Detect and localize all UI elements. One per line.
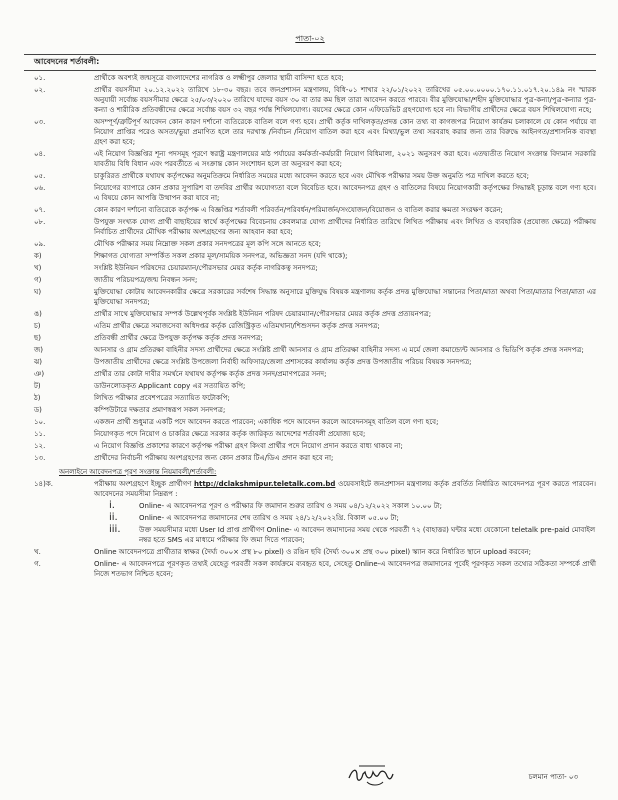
condition-number: ড) [34, 406, 42, 414]
page-footer [0, 760, 618, 790]
condition-number: ক) [34, 252, 42, 260]
condition-item [24, 149, 596, 169]
condition-item [24, 405, 596, 415]
condition-item [24, 73, 596, 83]
condition-item [24, 417, 596, 427]
online-step-number: i. [109, 500, 115, 511]
online-condition-text: Online- এ আবেদনপত্রে পূরণকৃত তথ্যই যেহেতু পরবর্তী সকল কার্যক্রমে ব্যবহৃত হবে, সেহেতু Online-এ আবেদনপত্র জমাদানের পূর্বেই পূরণকৃত সকল তথ্যের সঠিকতা সম্পর্কে প্রার্থী নিজে শতভাগ নিশ্চিত হবেন; [94, 560, 596, 578]
condition-text: প্রতিবন্ধী প্রার্থীর ক্ষেত্রে উপযুক্ত কর্তৃপক্ষ কর্তৃক প্রদত্ত সনদপত্র; [94, 334, 263, 342]
condition-item [24, 309, 596, 319]
condition-text: শিক্ষাগত যোগ্যতা সম্পর্কিত সকল প্রকার মূল/সাময়িক সনদপত্র, অভিজ্ঞতা সনদ (যদি থাকে); [94, 252, 348, 260]
condition-item [24, 171, 596, 181]
condition-item [24, 275, 596, 285]
condition-item [24, 117, 596, 147]
condition-text: ডাউনলোডকৃত Applicant copy এর সত্যায়িত কপি; [94, 382, 246, 390]
online-condition-item [24, 559, 596, 579]
condition-number: ১২. [34, 442, 46, 450]
condition-item [24, 369, 596, 379]
condition-number: ০৬. [34, 184, 46, 192]
condition-number: ঘ) [34, 288, 42, 296]
online-step-item [24, 513, 596, 523]
condition-text: উপজাতীয় প্রার্থীদের ক্ষেত্রে সংশ্লিষ্ট উপজেলা নির্বাহী অফিসার/জেলা প্রশাসকের কার্যালয় কর্তৃক প্রদত্ত উপজাতীয় পরিচয় বিষয়ক সনদপত্র; [94, 358, 472, 366]
condition-item [24, 393, 596, 403]
condition-text: প্রার্থীদের নির্বাচনী পরীক্ষায় অংশগ্রহণের জন্য কোন প্রকার টিএ/ডিএ প্রদান করা হবে না; [94, 454, 334, 462]
online-step-item [24, 501, 596, 511]
condition-number: চ) [34, 322, 41, 330]
condition-item [24, 429, 596, 439]
condition-number: ০২. [34, 86, 46, 94]
condition-text: অসম্পূর্ণ/ত্রুটিপূর্ণ আবেদন কোন কারণ দর্শানো ব্যতিরেকে বাতিল বলে গণ্য হবে। প্রার্থী কর্তৃক দাখিলকৃত/প্রদত্ত কোন তথ্য বা কাগজপত্র নিয়োগ কার্যক্রম চলাকালে যে কোন পর্যায়ে বা নিয়োগ প্রাপ্তির পরেও অসত্য/ভুয়া প্রমাণিত হলে তার দরখাস্ত /নির্বাচন /নিয়োগ বাতিল করা হবে এবং মিথ্যা/ভুল তথ্য সরবরাহ করার জন্য তার বিরুদ্ধে আইনগত/প্রশাসনিক ব্যবস্থা গ্রহণ করা হবে; [94, 118, 596, 146]
condition-number: ০৯. [34, 240, 46, 248]
online-intro-text [94, 479, 596, 499]
condition-text: আনসার ও গ্রাম প্রতিরক্ষা বাহিনীর সদস্য প্রার্থীদের ক্ষেত্রে সংশ্লিষ্ট প্রার্থী আনসার ও গ্রাম প্রতিরক্ষা বাহিনীর সদস্য এ মর্মে জেলা কমান্ড্যেন্ট আনসার ও ভিডিপি কর্তৃক প্রদত্ত সনদপত্র; [94, 346, 584, 354]
condition-number: জ) [34, 346, 43, 354]
condition-item [24, 251, 596, 261]
condition-text: এতিম প্রার্থীর ক্ষেত্রে সমাজসেবা অধিদপ্তর কর্তৃক রেজিস্ট্রিকৃত এতিমখানা/শিশুসদন কর্তৃক প্রদত্ত সনদপত্র; [94, 322, 380, 330]
condition-item [24, 205, 596, 215]
condition-text: প্রার্থীর তার কোটা দাবীর সমর্থনে যথাযথ কর্তৃপক্ষ কর্তৃক প্রদত্ত সনদ/প্রমাণপত্রের সনদ; [94, 370, 327, 378]
online-step-item [24, 525, 596, 545]
online-extra-list [24, 547, 596, 579]
condition-text: চাকুরিরত প্রার্থীকে যথাযথ কর্তৃপক্ষের অনুমতিক্রমে নির্ধারিত সময়ের মধ্যে আবেদন করতে হবে এবং মৌখিক পরীক্ষার সময় উক্ত অনুমতি পত্র দাখিল করতে হবে; [94, 172, 529, 180]
online-intro [24, 479, 596, 499]
signature-image [345, 762, 397, 788]
condition-text: উপযুক্ত সংখ্যক যোগ্য প্রার্থী বাছাইয়ের স্বার্থে কর্তৃপক্ষের বিবেচনায় কেবলমাত্র যোগ্য প্রার্থীদের নির্ধারিত তারিখে লিখিত পরীক্ষায় এবং লিখিত ও ব্যবহারিক (প্রযোজ্য ক্ষেত্রে) পরীক্ষায় নির্বাচিত প্রার্থীদের মৌখিক পরীক্ষায় অংশগ্রহণের জন্য আহবান করা হবে; [94, 218, 596, 236]
condition-text: নিয়োগকৃত পদে নিয়োগ ও চাকরির ক্ষেত্রে সরকার কর্তৃক জারিকৃত আদেশের শর্তাবলী প্রযোজ্য হবে; [94, 430, 366, 438]
conditions-list [24, 73, 596, 463]
conditions-heading: আবেদনের শর্তাবলী: [34, 57, 100, 66]
condition-number: খ) [34, 264, 42, 272]
condition-item [24, 453, 596, 463]
condition-text: কম্পিউটারে দক্ষতার প্রমাণস্বরূপ সকল সনদপত্র; [94, 406, 226, 414]
condition-item [24, 345, 596, 355]
condition-text: একজন প্রার্থী শুধুমাত্র একটি পদে আবেদন করতে পারবেন; একাধিক পদে আবেদন করলে আবেদনসমূহ বাতিল বলে গণ্য হবে; [94, 418, 439, 426]
condition-item [24, 183, 596, 203]
online-condition-number: খ. [34, 548, 41, 556]
condition-text: এই নিয়োগ বিজ্ঞপ্তির শূন্য পদসমূহ পূরণে স্বরাষ্ট্র মন্ত্রণালয়ের মাঠ পর্যায়ের কর্মকর্তা-কর্মচারী নিয়োগ বিধিমালা, ২০২১ অনুসরণ করা হবে। এতদ্ব্যতীত নিয়োগ সংক্রান্ত বিদ্যমান সরকারি যাবতীয় বিধি বিধান এবং পরবর্তীতে এ সংক্রান্ত কোন সংশোধন হলে তা অনুসরণ করা হবে; [94, 150, 596, 168]
page-number: পাতা-০২ [295, 34, 325, 43]
condition-number: ঝ) [34, 358, 43, 366]
online-heading: অনলাইনে আবেদনপত্র পূরণ সংক্রান্ত নিয়মাবলী/শর্তাবলী: [59, 468, 217, 476]
online-condition-number: গ. [34, 560, 41, 568]
condition-item [24, 239, 596, 249]
online-intro-pre: পরীক্ষায় অংশগ্রহণে ইচ্ছুক প্রার্থীগণ [94, 480, 194, 488]
condition-number: ১৩. [34, 454, 46, 462]
heading-divider [24, 70, 596, 71]
condition-number: ঠ) [34, 394, 41, 402]
condition-text: প্রার্থীর বয়সসীমা ২০.১২.২০২২ তারিখে ১৮-৩০ বছর। তবে জনপ্রশাসন মন্ত্রণালয়, বিধি-০১ শাখার ২২/০১/২০২২ তারিখের ০৫.০০.০০০০.১৭০.১১.০১৭.২০.১৪৯ নং স্মারক অনুযায়ী সর্বোচ্চ বয়সসীমার ক্ষেত্রে ২৫/০৩/২০২০ তারিখে যাদের বয়স ৩০ বা তার কম ছিল তারা আবেদন করতে পারবে। বীর মুক্তিযোদ্ধা/শহীদ মুক্তিযোদ্ধার পুত্র-কন্যা/পুত্র-কন্যার পুত্র-কন্যা ও শারীরিক প্রতিবন্ধীদের ক্ষেত্রে সর্বোচ্চ বয়স ৩২ বছর পর্যন্ত শিথিলযোগ্য। বয়সের ক্ষেত্রে কোন এফিডেভিট গ্রহণযোগ্য হবে না। বিভাগীয় প্রার্থীদের ক্ষেত্রে বয়স শিথিলযোগ্য নহে; [94, 86, 596, 114]
condition-number: ১১. [34, 430, 46, 438]
condition-item [24, 217, 596, 237]
condition-number: ০৪. [34, 150, 46, 158]
online-condition-text: Online আবেদনপত্রে প্রার্থীতার স্বাক্ষর (দৈর্ঘ্য ৩০০× প্রস্থ ৮০ pixel) ও রঙিন ছবি (দৈর্ঘ্য ৩০০× প্রস্থ ৩০০ pixel) স্ক্যান করে নির্ধারিত স্থানে upload করবেন; [94, 548, 532, 556]
condition-text: এ নিয়োগ বিজ্ঞপ্তি প্রকাশের কারণে কর্তৃপক্ষ পরীক্ষা গ্রহণ কিংবা প্রার্থীর পদে নিয়োগ প্রদান করতে বাধ্য থাকবে না; [94, 442, 403, 450]
condition-item [24, 85, 596, 115]
top-divider [24, 54, 596, 55]
condition-item [24, 287, 596, 307]
online-intro-number: ১৪)ক. [34, 480, 53, 488]
condition-text: সংশ্লিষ্ট ইউনিয়ন পরিষদের চেয়ারম্যান/পৌরসভার মেয়র কর্তৃক নাগরিকত্ব সনদপত্র; [94, 264, 318, 272]
condition-number: ছ) [34, 334, 41, 342]
condition-item [24, 263, 596, 273]
condition-text: নিয়োগের ব্যাপারে কোন প্রকার সুপারিশ বা তদবির প্রার্থীর অযোগ্যতা বলে বিবেচিত হবে। আবেদনপত্র গ্রহণ ও বাতিলের বিষয়ে নিয়োগকারী কর্তৃপক্ষের সিদ্ধান্তই চূড়ান্ত বলে গণ্য হবে। এ বিষয়ে কোন আপত্তি উত্থাপন করা যাবে না; [94, 184, 596, 202]
condition-text: জাতীয় পরিচয়পত্র/জন্ম নিবন্ধন সনদ; [94, 276, 198, 284]
condition-item [24, 321, 596, 331]
condition-number: ঙ) [34, 310, 42, 318]
condition-number: ০৫. [34, 172, 46, 180]
condition-item [24, 381, 596, 391]
condition-number: গ) [34, 276, 42, 284]
online-step-number: iii. [109, 524, 121, 535]
condition-text: প্রার্থীর সাথে মুক্তিযোদ্ধার সম্পর্ক উল্লেখপূর্বক সংশ্লিষ্ট ইউনিয়ন পরিষদ চেয়ারম্যান/পৌরসভার মেয়র কর্তৃক প্রদত্ত প্রত্যয়নপত্র; [94, 310, 432, 318]
online-condition-item [24, 547, 596, 557]
online-intro-post: ওয়েবসাইটে জনপ্রশাসন মন্ত্রণালয় কর্তৃক প্রবর্তিত নির্ধারিত আবেদনপত্র পূরণ করতে পারবেন। আবেদনের সময়সীমা নিম্নরূপ : [94, 480, 597, 498]
condition-text: প্রার্থীকে অবশ্যই জন্মসূত্রে বাংলাদেশের নাগরিক ও লক্ষ্মীপুর জেলার স্থায়ী বাসিন্দা হতে হবে; [94, 74, 344, 82]
condition-item [24, 441, 596, 451]
continued-note: চলমান পাতা- ০৩ [528, 773, 578, 781]
condition-number: ট) [34, 382, 41, 390]
application-url-link[interactable]: http://dclakshmipur.teletalk.com.bd [193, 480, 336, 488]
condition-number: ১০. [34, 418, 46, 426]
condition-text: লিখিত পরীক্ষার প্রবেশপত্রের সত্যায়িত ফটোকপি; [94, 394, 230, 402]
condition-number: ০৮. [34, 218, 46, 226]
condition-number: ০১. [34, 74, 46, 82]
condition-text: কোন কারণ দর্শানো ব্যতিরেকে কর্তৃপক্ষ এ বিজ্ঞপ্তির শর্তাবলী পরিবর্তন/পরিবর্ধন/পরিমার্জন/সংযোজন/বিয়োজন ও বাতিল করার ক্ষমতা সংরক্ষণ করেন; [94, 206, 503, 214]
online-step-number: ii. [109, 512, 118, 523]
online-step-text: উক্ত সময়সীমার মধ্যে User Id প্রাপ্ত প্রার্থীগণ Online- এ আবেদন জমাদানের সময় থেকে পরবর্তী ৭২ (বাহাত্তর) ঘন্টার মধ্যে যেকোনো teletalk pre-paid মোবাইল নম্বর হতে SMS এর মাধ্যমে পরীক্ষার ফি জমা দিতে পারবেন; [139, 526, 596, 544]
online-step-text: Online- এ আবেদনপত্র জমাদানের শেষ তারিখ ও সময় ২৪/১২/২০২২খ্রি. বিকাল ০৫.০০ টা; [139, 514, 399, 522]
condition-number: ঞ) [34, 370, 45, 378]
condition-item [24, 333, 596, 343]
online-steps-list [24, 501, 596, 545]
condition-item [24, 357, 596, 367]
online-step-text: Online- এ আবেদনপত্র পূরণ ও পরীক্ষার ফি জমাদান শুরুর তারিখ ও সময় ০৪/১২/২০২২ সকাল ১০.০০ টা; [139, 502, 443, 510]
condition-number: ০৭. [34, 206, 46, 214]
condition-number: ০৩. [34, 118, 46, 126]
condition-text: মৌখিক পরীক্ষার সময় নিম্নোক্ত সকল প্রকার সনদপত্রের মূল কপি সঙ্গে আনতে হবে; [94, 240, 321, 248]
condition-text: মুক্তিযোদ্ধা কোটায় আবেদনকারীর ক্ষেত্রে সরকারের সর্বশেষ সিদ্ধান্ত অনুসারে মুক্তিযুদ্ধ বিষয়ক মন্ত্রণালয় কর্তৃক প্রদত্ত মুক্তিযোদ্ধা সন্তানের পিতা/মাতা অথবা পিতা/মাতার পিতা/মাতা এর মুক্তিযোদ্ধা সনদপত্র; [94, 288, 596, 306]
